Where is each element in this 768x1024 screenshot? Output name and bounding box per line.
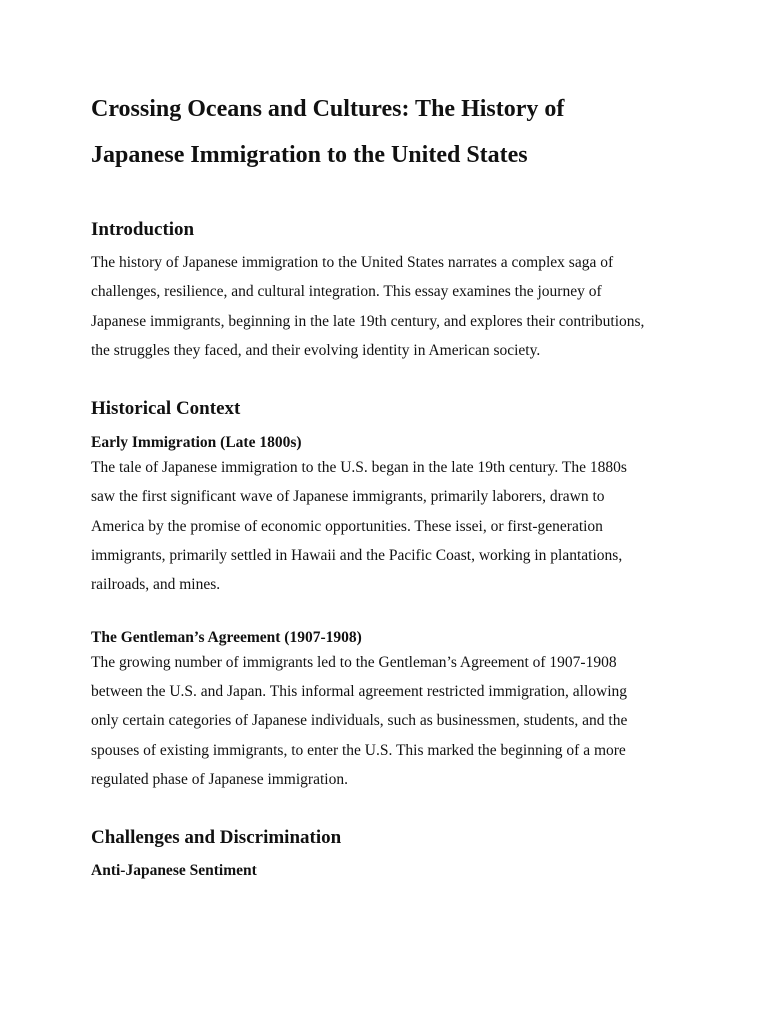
document-body bbox=[91, 86, 691, 881]
text-line: the struggles they faced, and their evolving identity in American society. bbox=[91, 341, 541, 359]
introduction-heading: Introduction bbox=[91, 219, 195, 240]
text-line: saw the first significant wave of Japanese immigrants, primarily laborers, drawn to bbox=[91, 488, 605, 506]
text-line: spouses of existing immigrants, to enter the U.S. This marked the beginning of a more bbox=[91, 741, 626, 759]
introduction-paragraph bbox=[91, 248, 691, 365]
historical-context-heading: Historical Context bbox=[91, 398, 241, 420]
early-immigration-paragraph bbox=[91, 453, 691, 599]
text-line: regulated phase of Japanese immigration. bbox=[91, 770, 348, 788]
text-line: between the U.S. and Japan. This informal agreement restricted immigration, allowing bbox=[91, 682, 628, 700]
text-line: The tale of Japanese immigration to the U.S. began in the late 19th century. The 1880s bbox=[91, 459, 627, 477]
text-line: The history of Japanese immigration to the United States narrates a complex saga of bbox=[91, 254, 614, 271]
title-line: Crossing Oceans and Cultures: The History of bbox=[91, 96, 565, 122]
text-line: Japanese immigrants, beginning in the late 19th century, and explores their contributions, bbox=[91, 312, 645, 330]
challenges-heading: Challenges and Discrimination bbox=[91, 827, 342, 849]
text-line: The growing number of immigrants led to the Gentleman’s Agreement of 1907-1908 bbox=[91, 653, 617, 671]
gentlemans-agreement-paragraph bbox=[91, 648, 691, 794]
title-line: Japanese Immigration to the United States bbox=[91, 142, 528, 168]
text-line: only certain categories of Japanese individuals, such as businessmen, students, and the bbox=[91, 712, 628, 730]
anti-japanese-sentiment-subheading: Anti-Japanese Sentiment bbox=[91, 862, 257, 880]
text-line: America by the promise of economic opportunities. These issei, or first-generation bbox=[91, 517, 603, 535]
text-line: railroads, and mines. bbox=[91, 576, 221, 594]
document-title bbox=[91, 86, 691, 178]
text-line: challenges, resilience, and cultural integration. This essay examines the journey of bbox=[91, 283, 602, 301]
early-immigration-subheading: Early Immigration (Late 1800s) bbox=[91, 434, 302, 452]
gentlemans-agreement-subheading: The Gentleman’s Agreement (1907-1908) bbox=[91, 628, 362, 646]
text-line: immigrants, primarily settled in Hawaii and the Pacific Coast, working in plantations, bbox=[91, 547, 623, 565]
